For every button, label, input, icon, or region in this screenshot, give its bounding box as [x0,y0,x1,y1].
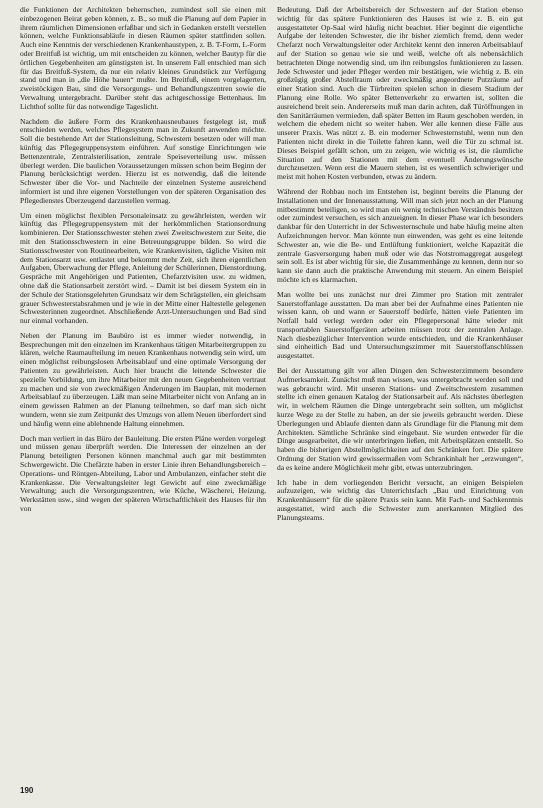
paragraph: Nachdem die äußere Form des Krankenhausneubaues festgelegt ist, muß entschieden werden, welches Pflegesystem man in Zukunft anwenden möchte. Soll die bestehende Art der Stationsleitung, Schwestern besetzen oder will man künftig das Pflegegruppensystem einführen. Auf sonstige Einrichtungen wie Bettenzentrale, Zentralsterilisation, zentrale Speiseverteilung usw. müssen überlegt werden. Die baulichen Voraussetzungen müssen schon beim Beginn der Planung berücksichtigt werden. Hierzu ist es notwendig, daß die leitende Schwester über die Vor- und Nachteile der einzelnen Systeme ausreichend informiert ist und ihre eigenen Vorstellungen von der späteren Organisation des Pflegedienstes Überzeugend darzustellen vermag. [20,116,266,205]
paragraph: Bedeutung. Daß der Arbeitsbereich der Schwestern auf der Station ebenso wichtig für das spätere Funktionieren des Hauses ist wie z. B. ein gut ausgestatteter Op-Saal wird häufig nicht beachtet. Hier beginnt die eigentliche Aufgabe der leitenden Schwester, die ihr bisher ziemlich fremd, denn weder Chefarzt noch Verwaltungsleiter oder Architekt kennt den inneren Arbeitsablauf auf der Station so genau wie sie und weiß, welche oft als nebensächlich betrachteten Dinge notwendig sind, um ihn reibungslos funktionieren zu lassen. Jede Schwester und jeder Pfleger werden mir bestätigen, wie wichtig z. B. ein großzügig großer Abstellraum oder zweckmäßig angeordnete Putzräume auf einer Station sind. Auch die Türbreiten spielen schon in diesem Stadium der Planung eine Rolle. Wo später Bettenverkehr zu erwarten ist, sollten die ausreichend breit sein. Andererseits muß man darin achten, daß Türöffnungen in den Sanitärräumen vermieden, daß später Betten im Raum geschoben werden, in welchem die ehedem nicht so weiter haben. Wer alle kennen diese Fälle aus unserer Praxis. Was nützt z. B. ein moderner Schwesternstuhl, wenn nun den Patienten nicht direkt in die Toilette fahren kann, weil die Tür zu schmal ist. Dieses Beispiel gefällt schon, um zu zeigen, wie wichtig es ist, die räumliche Situation auf den Stationen mit dem eventuell Änderungswünsche durchzusetzen. Wenn erst die Mauern stehen, ist es wesentlich schwieriger und meist mit hohen Kosten verbunden, etwas zu ändern. [277,5,523,182]
paragraph: Neben der Planung im Baubüro ist es immer wieder notwendig, in Besprechungen mit den einzelnen im Krankenhaus tätigen Mitarbeitergruppen zu klären, welche Raumaufteilung im neuen Krankenhaus notwendig sein wird, um einen möglichst reibungslosen Arbeitsablauf und eine optimale Versorgung der Patienten zu gewährleisten. Auch hier braucht die leitende Schwester die spezielle Vorbildung, um ihre Mitarbeiter mit den neuen Gegebenheiten vertraut zu machen und sie von zweckmäßigen Änderungen im Bauplan, mit modernen Arbeitsablauf zu überzeugen. Läßt man seine Mitarbeiter nicht von Anfang an in einem gewissen Rahmen an der Planung teilnehmen, so darf man sich nicht wundern, wenn sie zum Zeitpunkt des Umzugs von allem Neuen überfordert sind und häufig wenn eine ablehnende Haltung einnehmen. [20,330,266,428]
paragraph: Bei der Ausstattung gilt vor allen Dingen den Schwesterzimmern besondere Aufmerksamkeit. Zunächst muß man wissen, was untergebracht werden soll und was gebraucht wird. Mit unseren Stations- und Zweitschwestern zusammen stellte ich einen genauen Katalog der Stationsarbeit auf. Als nächstes überlegten wir, in welchem Räumen die Dinge untergebracht sein sollten, um möglichst kurze Wege zu der Stelle zu haben, an der sie jeweils gebraucht werden. Diese Überlegungen und Ablaufe dienten dann als Grundlage für die Planung mit dem Architekten. Sämtliche Schränke sind eingebaut. Sie wurden entweder für die Dinge ausgearbeitet, die wir unterbringen ließen, mit Arbeitsplätzen entstellt. So haben die bisherigen Abstellmöglichkeiten auf den Schränken fort. Die spätere Ordnung der Station wird gewissermaßen vom Schrankinhalt her „erzwungen“, da es keine andere Möglichkeit mehr gibt, etwas unterzubringen. [277,366,523,472]
page-number: 190 [20,786,34,795]
paragraph: die Funktionen der Architekten behernschen, zumindest soll sie einen mit einbezogenen Beirat geben können, z. B., so muß die Planung auf dem Papier in ihrem räumlichen Dimensionen erfaßbar und sich in Gedanken erstellt verstellen können, welche Funktionsabläufe in diesen Räumen später stattfinden sollen. Auch eine Kenntnis der verschiedenen Krankenhaustypen, z. B. T-Form, L-Form oder Breitfuß ist wichtig, um mit entscheiden zu können, welcher Bautyp für die örtlichen Gegebenheiten am günstigsten ist. In unserem Fall entschied man sich für das Breitfuß-System, da nur ein relativ kleines Grundstück zur Verfügung stand und man in „die Höhe bauen“ mußte. Im Breitfuß, einem vorgelagerten, zweistöckigen Bau, sind die Versorgungs- und Behandlungszentren sowie die Verwaltung untergebracht. Darüber steht das achtgeschossige Bettenhaus. Im Lichthof sollte für das notwendige Tageslicht. [20,5,266,111]
paragraph: Um einen möglichst flexiblen Personaleinsatz zu gewährleisten, werden wir künftig das Pflegegruppensystem mit der herkömmlichen Stationsordnung kombinieren. Der Stationsschwester stehen zwei Zweitschwestern zur Seite, die mit den Stationsschwestern in eine Betreuungsgruppe bilden. So wird die Stationsschwester von Routinearbeiten, wie Krankenvisiten, tägliche Visiten mit dem Stationsarzt usw. entlastet und bekommt mehr Zeit, sich ihren eigentlichen Aufgaben, Überwachung der Pflege, Anleitung der Schülerinnen, Dienstordnung, Gespräche mit Angehörigen und Patienten, Chefarztvisiten usw. zu widmen, ohne daß die Stationsarbeit zerstört wird. – Damit ist bei diesem System ein in der Schule der Stationsgelehrten Grundsatz wir dem Schrägstellen, ein gleichsam grauer Schwesterstabsrahmen und je wie in der Mitte einer Haltestelle gelegenen Schwesterinnen zugeordnet. Abschließende Arzt-Untersuchungen und Bad sind nur einmal vorhanden. [20,210,266,326]
paragraph: Man wollte bei uns zunächst nur drei Zimmer pro Station mit zentraler Sauerstoffanlage ausstatten. Da man aber bei der Aufnahme eines Patienten nie wissen kann, ob und wann er Sauerstoff bedürfe, hätten viele Patienten im Notfall bald verlegt werden oder ein Pflegepersonal hätte wieder mit transportablen Sauerstoffgeräten arbeiten müssen trotz der zentralen Anlage. Nach diesbezüglicher Intervention wurde entschieden, und die Krankenhäuser sind einheitlich Bad und Untersuchungszimmer mit Sauerstoffanschlüssen ausgestattet. [277,289,523,361]
paragraph: Doch man verliert in das Büro der Bauleitung. Die ersten Pläne werden vorgelegt und müssen genau überprüft werden. Die Interessen der einzelnen an der Planung beteiligten Personen können manchmal auch gar mit bestimmten Schwergewicht. Die Chefärzte haben in erster Linie ihren Behandlungsbereich – Operations- und Röntgen-Abteilung, Labor und Ambulanzen, einfacher steht die Krankenkasse. Die Verwaltungsleiter legt Gewicht auf eine zweckmäßige Verwaltung; auch die Versorgungszentren, wie Küche, Wäscherei, Heizung, Werkstätten usw., sind wegen der späteren Wirtschaftlichkeit des Hauses für ihn von [20,433,266,514]
right-text-column [277,6,523,529]
paragraph: Während der Rohbau noch im Entstehen ist, beginnt bereits die Planung der Installationen und der Innenausstattung. Will man sich jetzt noch an der Planung mitbestimmt beteiligen, so wird man ein wenig technischen Verständnis besitzen oder zumindest versuchen, es sich anzueignen. In dieser Phase war ich besonders dankbar für den Unterricht in der Schwesternschule und habe häufig meine alten Aufzeichnungen hervor. Man könnte nun einwenden, was geht es eine leitende Schwester an, wie die Be- und Entlüftung funktioniert, welche Kapazität die zentrale Gasversorgung haben muß oder wie das Notstromaggregat ausgelegt sein soll. Es ist aber wichtig für sie, die Zusammenhänge zu kennen, denn nur so kann sie dann auch die praktische Anwendung mit steuern. An einem Beispiel möchte ich es klarmachen. [277,186,523,284]
left-text-column [20,6,266,520]
paragraph: Ich habe in dem vorliegenden Bericht versucht, an einigen Beispielen aufzuzeigen, wie wichtig das Unterrichtsfach „Bau und Einrichtung von Krankenhäusern“ für die spätere Praxis sein kann. Mit Fach- und Sachkenntnis ausgestattet, wird auch die Schwester zum anerkannten Mitglied des Planungsteams. [277,477,523,522]
